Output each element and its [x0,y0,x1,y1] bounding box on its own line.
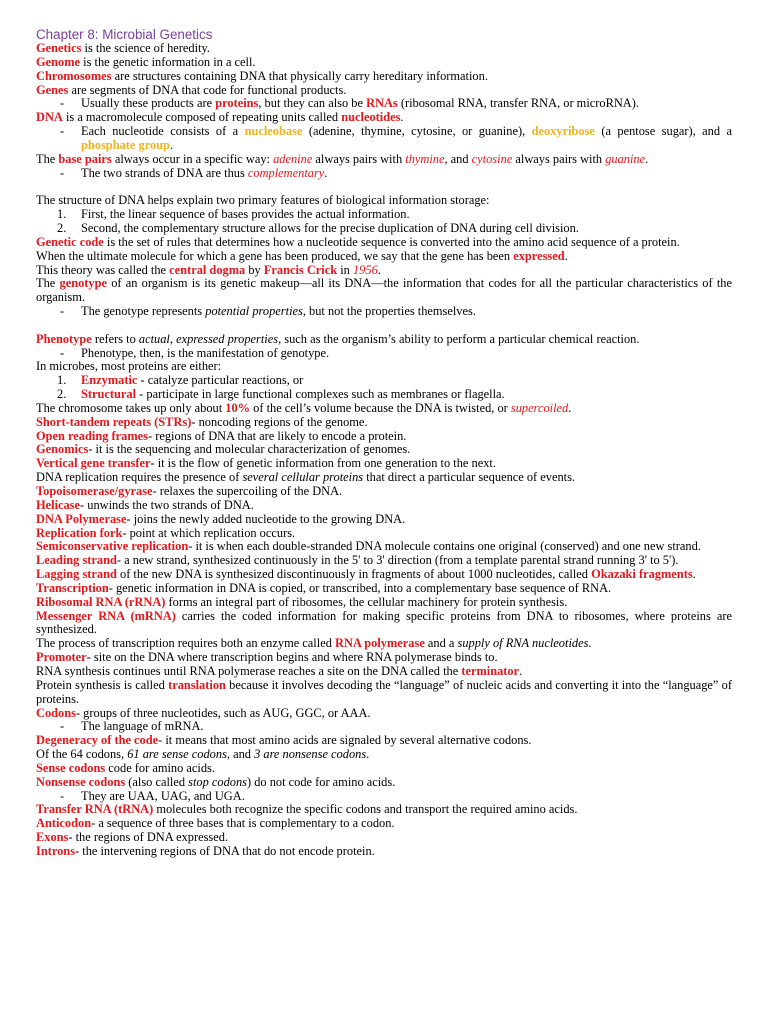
text-segment: - unwinds the two strands of DNA. [80,497,254,512]
text-segment: The [36,276,60,291]
key-term: 1956 [352,262,378,277]
paragraph [36,499,732,513]
text-segment: . [377,262,381,277]
text-segment: Protein synthesis is called [36,677,169,692]
text-segment: . [169,137,174,152]
key-term: translation [168,677,226,692]
key-term: nucleobase [244,124,303,139]
key-term: guanine [605,151,646,166]
text-segment: (adenine, thymine, cytosine, or guanine), [302,124,532,139]
text-segment: always pairs with [312,151,406,166]
text-segment: The genotype represents [81,304,206,319]
text-segment: 61 are sense codons [127,747,227,762]
paragraph [36,540,732,554]
key-term: Degeneracy of the code [36,733,159,748]
numbered-list-item [36,388,732,402]
key-term: Ribosomal RNA (rRNA) [36,594,166,609]
paragraph [36,84,732,98]
text-segment: potential properties [205,304,303,319]
text-segment: is a macromolecule composed of repeating units called [62,110,342,125]
text-segment: of the new DNA is synthesized discontinuously in fragments of about 1000 nucleotides, called [116,567,592,582]
key-term: supercoiled [510,400,569,415]
numbered-list-item [36,374,732,388]
key-term: terminator [461,663,520,678]
text-segment: - site on the DNA where transcription begins and where RNA polymerase binds to. [86,650,498,665]
text-segment: . [564,248,568,263]
text-segment: , such as the organism’s ability to perform a particular chemical reaction. [278,331,640,346]
text-segment: - it is when each double-stranded DNA molecule contains one original (conserved) and one new strand. [188,539,701,554]
paragraph [36,443,732,457]
key-term: expressed [513,248,565,263]
key-term: Genetic code [36,234,104,249]
list-number: 1. [57,207,67,222]
paragraph [36,333,732,347]
paragraph [36,402,732,416]
text-segment: - noncoding regions of the genome. [191,414,368,429]
text-segment: , and [444,151,472,166]
text-segment: of the cell’s volume because the DNA is twisted, or [250,400,511,415]
paragraph [36,679,732,707]
paragraph [36,651,732,665]
text-segment: always pairs with [512,151,606,166]
text-segment: Of the 64 codons, [36,747,128,762]
text-segment: is the genetic information in a cell. [80,54,256,69]
key-term: Topoisomerase/gyrase [36,484,153,498]
key-term: Anticodon [36,816,92,831]
key-term: Structural [81,387,137,402]
text-segment: of an organism is its genetic makeup—all its DNA—the information that codes for all the particular characteristics of the organism. [36,276,732,305]
key-term: Chromosomes [36,68,112,83]
key-term: Transcription [36,580,109,595]
paragraph [36,610,732,638]
text-segment: - regions of DNA that are likely to encode a protein. [147,428,407,443]
paragraph [36,776,732,790]
paragraph [36,582,732,596]
key-term: Replication fork [36,525,123,540]
key-term: thymine [405,151,445,166]
numbered-list-item [36,208,732,222]
paragraph [36,513,732,527]
text-segment: Usually these products are [81,96,216,111]
paragraph [36,485,732,499]
text-segment: - it means that most amino acids are signaled by several alternative codons. [158,733,532,748]
paragraph [36,803,732,817]
paragraph [36,707,732,721]
document-body [36,42,732,859]
key-term: Sense codons [36,760,106,775]
text-segment: This theory was called the [36,262,170,277]
paragraph [36,194,732,208]
key-term: Francis Crick [263,262,338,277]
key-term: Genes [36,82,69,97]
text-segment: is the set of rules that determines how a nucleotide sequence is converted into the amino acid sequence of a protein. [103,234,680,249]
text-segment: They are UAA, UAG, and UGA. [81,788,245,803]
paragraph [36,734,732,748]
text-segment: and a [424,636,458,651]
paragraph [36,42,732,56]
text-segment: The language of mRNA. [81,719,204,734]
paragraph [36,277,732,305]
text-segment: - it is the flow of genetic information from one generation to the next. [150,456,496,471]
key-term: Genomics [36,442,89,457]
text-segment: . [588,636,592,651]
paragraph [36,416,732,430]
key-term: 10% [225,400,251,415]
text-segment: The [36,151,59,166]
paragraph [36,596,732,610]
paragraph [36,817,732,831]
text-segment: , but they can also be [258,96,367,111]
paragraph [36,360,732,374]
text-segment: . [324,165,328,180]
numbered-list-item [36,222,732,236]
dash-list-item [36,305,732,319]
key-term: complementary [247,165,325,180]
paragraph [36,831,732,845]
text-segment: that direct a particular sequence of events. [363,470,576,485]
key-term: Introns [36,843,76,858]
text-segment: , [169,331,177,346]
list-number: 2. [57,220,67,235]
key-term: Vertical gene transfer [36,456,151,471]
text-segment: The structure of DNA helps explain two primary features of biological information storage: [36,193,490,208]
key-term: Okazaki fragments [591,567,693,582]
text-segment: First, the linear sequence of bases provides the actual information. [81,207,410,222]
paragraph [36,457,732,471]
blank-line [36,180,732,194]
key-term: cytosine [471,151,513,166]
paragraph [36,527,732,541]
key-term: DNA [36,110,63,125]
text-segment: are structures containing DNA that physically carry hereditary information. [111,68,488,83]
text-segment: The chromosome takes up only about [36,400,226,415]
text-segment: - catalyze particular reactions, or [137,373,304,388]
text-segment: 3 are nonsense codons [254,747,367,762]
text-segment: stop codons [188,774,247,789]
key-term: deoxyribose [531,124,595,139]
text-segment: . [568,400,572,415]
key-term: DNA Polymerase [36,511,127,526]
paragraph [36,264,732,278]
text-segment: - the intervening regions of DNA that do not encode protein. [75,843,375,858]
text-segment: because it involves decoding the “language” of nucleic acids and converting it into the “language” of proteins. [36,677,733,706]
text-segment: (also called [125,774,189,789]
text-segment: - point at which replication occurs. [122,525,296,540]
paragraph [36,748,732,762]
dash-list-item [36,167,732,181]
key-term: Lagging strand [36,567,117,582]
text-segment: In microbes, most proteins are either: [36,359,222,374]
key-term: Semiconservative replication [36,539,189,554]
text-segment: RNA synthesis continues until RNA polymerase reaches a site on the DNA called the [36,663,462,678]
key-term: central dogma [169,262,246,277]
key-term: base pairs [58,151,112,166]
key-term: Short-tandem repeats (STRs) [36,414,192,429]
key-term: Nonsense codons [36,774,126,789]
text-segment: code for amino acids. [105,760,215,775]
text-segment: several cellular proteins [242,470,364,485]
key-term: adenine [273,151,313,166]
text-segment: Each nucleotide consists of a [81,124,245,139]
text-segment: actual [138,331,170,346]
key-term: Phenotype [36,331,92,346]
text-segment: - a sequence of three bases that is complementary to a codon. [91,816,395,831]
text-segment: The process of transcription requires both an enzyme called [36,636,335,651]
text-segment: DNA replication requires the presence of [36,470,243,485]
text-segment: . [366,747,370,762]
text-segment: by [245,262,264,277]
key-term: Helicase [36,497,81,512]
list-number: 2. [57,387,67,402]
text-segment: - joins the newly added nucleotide to the growing DNA. [126,511,406,526]
paragraph [36,56,732,70]
paragraph [36,568,732,582]
paragraph [36,665,732,679]
text-segment: Second, the complementary structure allows for the precise duplication of DNA during cell division. [81,220,579,235]
dash-list-item [36,97,732,111]
paragraph [36,250,732,264]
paragraph [36,762,732,776]
dash-list-item [36,125,732,153]
text-segment: - relaxes the supercoiling of the DNA. [152,484,343,498]
text-segment: carries the coded information for making specific proteins from DNA to ribosomes, where proteins are synthesized. [36,608,732,637]
text-segment: , but not the properties themselves. [302,304,476,319]
key-term: nucleotides [341,110,401,125]
text-segment: , and [226,747,255,762]
text-segment: molecules both recognize the specific codons and transport the required amino acids. [153,802,578,817]
text-segment: - a new strand, synthesized continuously in the 5' to 3' direction (from a template parental strand running 3' to 5'). [116,553,679,568]
text-segment: . [519,663,523,678]
key-term: Codons [36,705,76,720]
text-segment: is the science of heredity. [81,41,210,55]
key-term: Enzymatic [81,373,138,388]
text-segment: are segments of DNA that code for functional products. [68,82,347,97]
key-term: Genome [36,54,81,69]
text-segment: . [692,567,696,582]
text-segment: (ribosomal RNA, transfer RNA, or microRNA). [397,96,639,111]
text-segment: - groups of three nucleotides, such as AUG, GGC, or AAA. [75,705,371,720]
text-segment: - it is the sequencing and molecular characterization of genomes. [88,442,411,457]
text-segment: . [400,110,404,125]
paragraph [36,637,732,651]
text-segment: refers to [91,331,139,346]
text-segment: When the ultimate molecule for which a gene has been produced, we say that the gene has been [36,248,514,263]
blank-line [36,319,732,333]
text-segment: - participate in large functional complexes such as membranes or flagella. [136,387,505,402]
key-term: Messenger RNA (mRNA) [36,608,176,623]
text-segment: in [337,262,353,277]
key-term: phosphate group [81,137,170,152]
text-segment: . [645,151,649,166]
paragraph [36,430,732,444]
text-segment: forms an integral part of ribosomes, the cellular machinery for protein synthesis. [165,594,568,609]
text-segment: always occur in a specific way: [111,151,274,166]
key-term: proteins [215,96,259,111]
text-segment: The two strands of DNA are thus [81,165,248,180]
dash-list-item [36,347,732,361]
text-segment: - the regions of DNA expressed. [68,830,229,845]
paragraph [36,471,732,485]
key-term: Leading strand [36,553,117,568]
paragraph [36,111,732,125]
text-segment: expressed properties [176,331,279,346]
text-segment: supply of RNA nucleotides [457,636,589,651]
key-term: genotype [59,276,107,291]
text-segment: Phenotype, then, is the manifestation of genotype. [81,345,330,360]
paragraph [36,845,732,859]
key-term: Open reading frames [36,428,148,443]
dash-list-item [36,720,732,734]
text-segment: ) do not code for amino acids. [247,774,396,789]
chapter-title: Chapter 8: Microbial Genetics [36,27,213,42]
key-term: RNAs [366,96,398,111]
dash-list-item [36,790,732,804]
key-term: Exons [36,830,69,845]
paragraph [36,153,732,167]
paragraph [36,554,732,568]
key-term: RNA polymerase [335,636,425,651]
paragraph [36,236,732,250]
text-segment: - genetic information in DNA is copied, or transcribed, into a complementary base sequence of RNA. [108,580,612,595]
key-term: Promoter [36,650,87,665]
text-segment: (a pentose sugar), and a [594,124,732,139]
paragraph [36,70,732,84]
list-number: 1. [57,373,67,388]
key-term: Transfer RNA (tRNA) [36,802,154,817]
key-term: Genetics [36,41,82,55]
